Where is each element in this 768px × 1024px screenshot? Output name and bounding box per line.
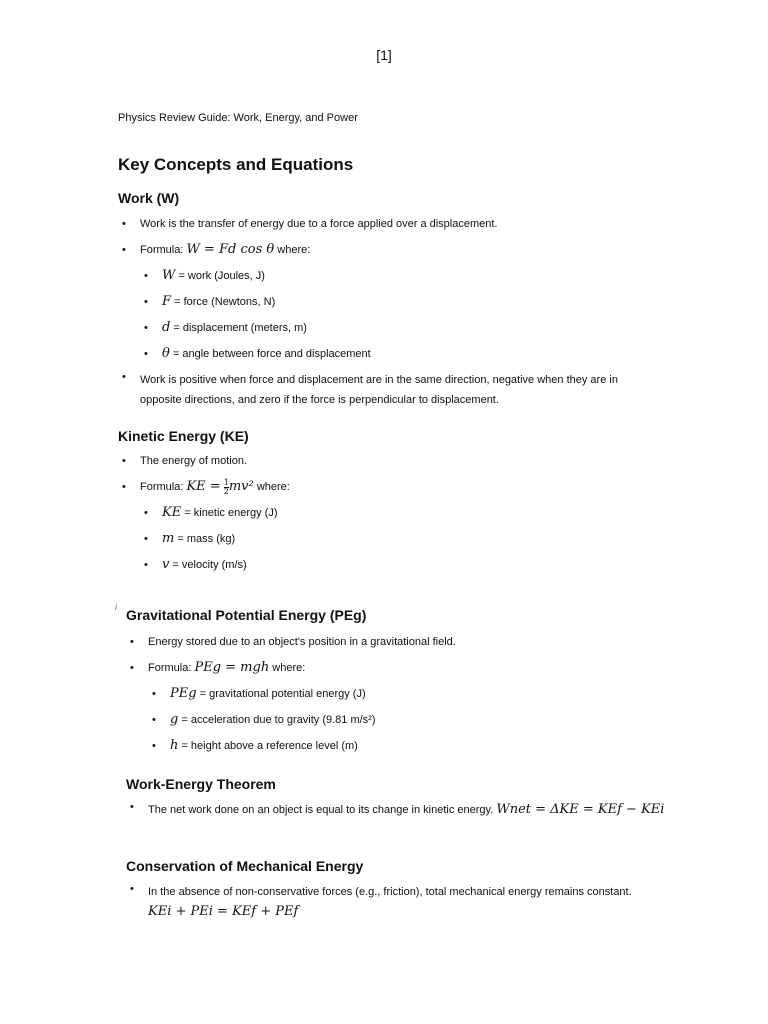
list-item — [126, 681, 666, 707]
cme-heading: Conservation of Mechanical Energy — [126, 858, 364, 874]
variable-description: = mass (kg) — [177, 533, 236, 545]
work-definition: Work is the transfer of energy due to a force applied over a displacement. — [140, 218, 498, 230]
key-concepts-heading: Key Concepts and Equations — [118, 155, 354, 174]
pe-list — [126, 629, 666, 759]
ke-formula-lhs: KE = — [186, 479, 221, 494]
list-item — [118, 263, 648, 289]
list-item — [118, 474, 648, 500]
list-item — [126, 879, 666, 925]
page-number: [1] — [376, 47, 392, 63]
cme-text: In the absence of non-conservative forces (e.g., friction), total mechanical energy remains constant. — [148, 886, 632, 898]
work-formula: W = Fd cos θ — [186, 242, 275, 257]
variable-symbol: h — [170, 738, 179, 753]
work-heading: Work (W) — [118, 190, 180, 206]
formula-label: Formula: — [148, 662, 192, 674]
variable-description: = displacement (meters, m) — [173, 322, 307, 334]
list-item — [126, 629, 666, 655]
stray-mark: i — [115, 602, 117, 612]
list-item — [118, 367, 648, 413]
list-item — [126, 797, 666, 823]
work-list — [118, 211, 648, 413]
formula-label: Formula: — [140, 481, 184, 493]
variable-symbol: PEg — [170, 686, 197, 701]
document-title: Physics Review Guide: Work, Energy, and Power — [118, 112, 358, 124]
list-item — [118, 500, 648, 526]
ke-formula-rhs: mv² — [228, 479, 254, 494]
variable-symbol: d — [162, 320, 171, 335]
wet-text: The net work done on an object is equal to its change in kinetic energy. — [148, 804, 494, 816]
wet-formula: Wnet = ΔKE = KEf − KEi — [496, 802, 665, 817]
where-label: where: — [277, 244, 311, 256]
list-item — [126, 707, 666, 733]
variable-description: = force (Newtons, N) — [174, 296, 276, 308]
pe-heading: Gravitational Potential Energy (PEg) — [126, 607, 367, 623]
variable-symbol: F — [162, 294, 172, 309]
list-item — [126, 733, 666, 759]
variable-description: = height above a reference level (m) — [181, 740, 358, 752]
variable-symbol: θ — [162, 346, 170, 361]
list-item — [118, 526, 648, 552]
list-item — [118, 211, 648, 237]
work-note: Work is positive when force and displacement are in the same direction, negative when they are in opposite directions, and zero if the force is perpendicular to displacement. — [140, 374, 618, 406]
formula-label: Formula: — [140, 244, 184, 256]
list-item — [118, 315, 648, 341]
variable-description: = work (Joules, J) — [178, 270, 265, 282]
fraction-numerator: 1 — [223, 477, 229, 487]
variable-description: = acceleration due to gravity (9.81 m/s²) — [181, 714, 376, 726]
ke-heading: Kinetic Energy (KE) — [118, 428, 249, 444]
cme-list — [126, 879, 666, 925]
variable-symbol: KE — [162, 505, 182, 520]
cme-formula: KEi + PEi = KEf + PEf — [148, 904, 299, 919]
list-item — [118, 237, 648, 263]
pe-definition: Energy stored due to an object's position in a gravitational field. — [148, 636, 456, 648]
variable-description: = angle between force and displacement — [172, 348, 371, 360]
variable-description: = gravitational potential energy (J) — [199, 688, 366, 700]
wet-heading: Work-Energy Theorem — [126, 776, 276, 792]
list-item — [118, 448, 648, 474]
fraction-denominator: 2 — [223, 486, 229, 496]
where-label: where: — [272, 662, 306, 674]
list-item — [118, 552, 648, 578]
variable-symbol: g — [170, 712, 179, 727]
list-item — [118, 341, 648, 367]
list-item — [126, 655, 666, 681]
ke-definition: The energy of motion. — [140, 455, 248, 467]
where-label: where: — [256, 481, 290, 493]
ke-list — [118, 448, 648, 578]
wet-list — [126, 797, 666, 823]
variable-symbol: v — [162, 557, 170, 572]
list-item — [118, 289, 648, 315]
variable-description: = velocity (m/s) — [172, 559, 247, 571]
variable-description: = kinetic energy (J) — [184, 507, 278, 519]
variable-symbol: W — [162, 268, 176, 283]
variable-symbol: m — [162, 531, 175, 546]
pe-formula: PEg = mgh — [194, 660, 270, 675]
